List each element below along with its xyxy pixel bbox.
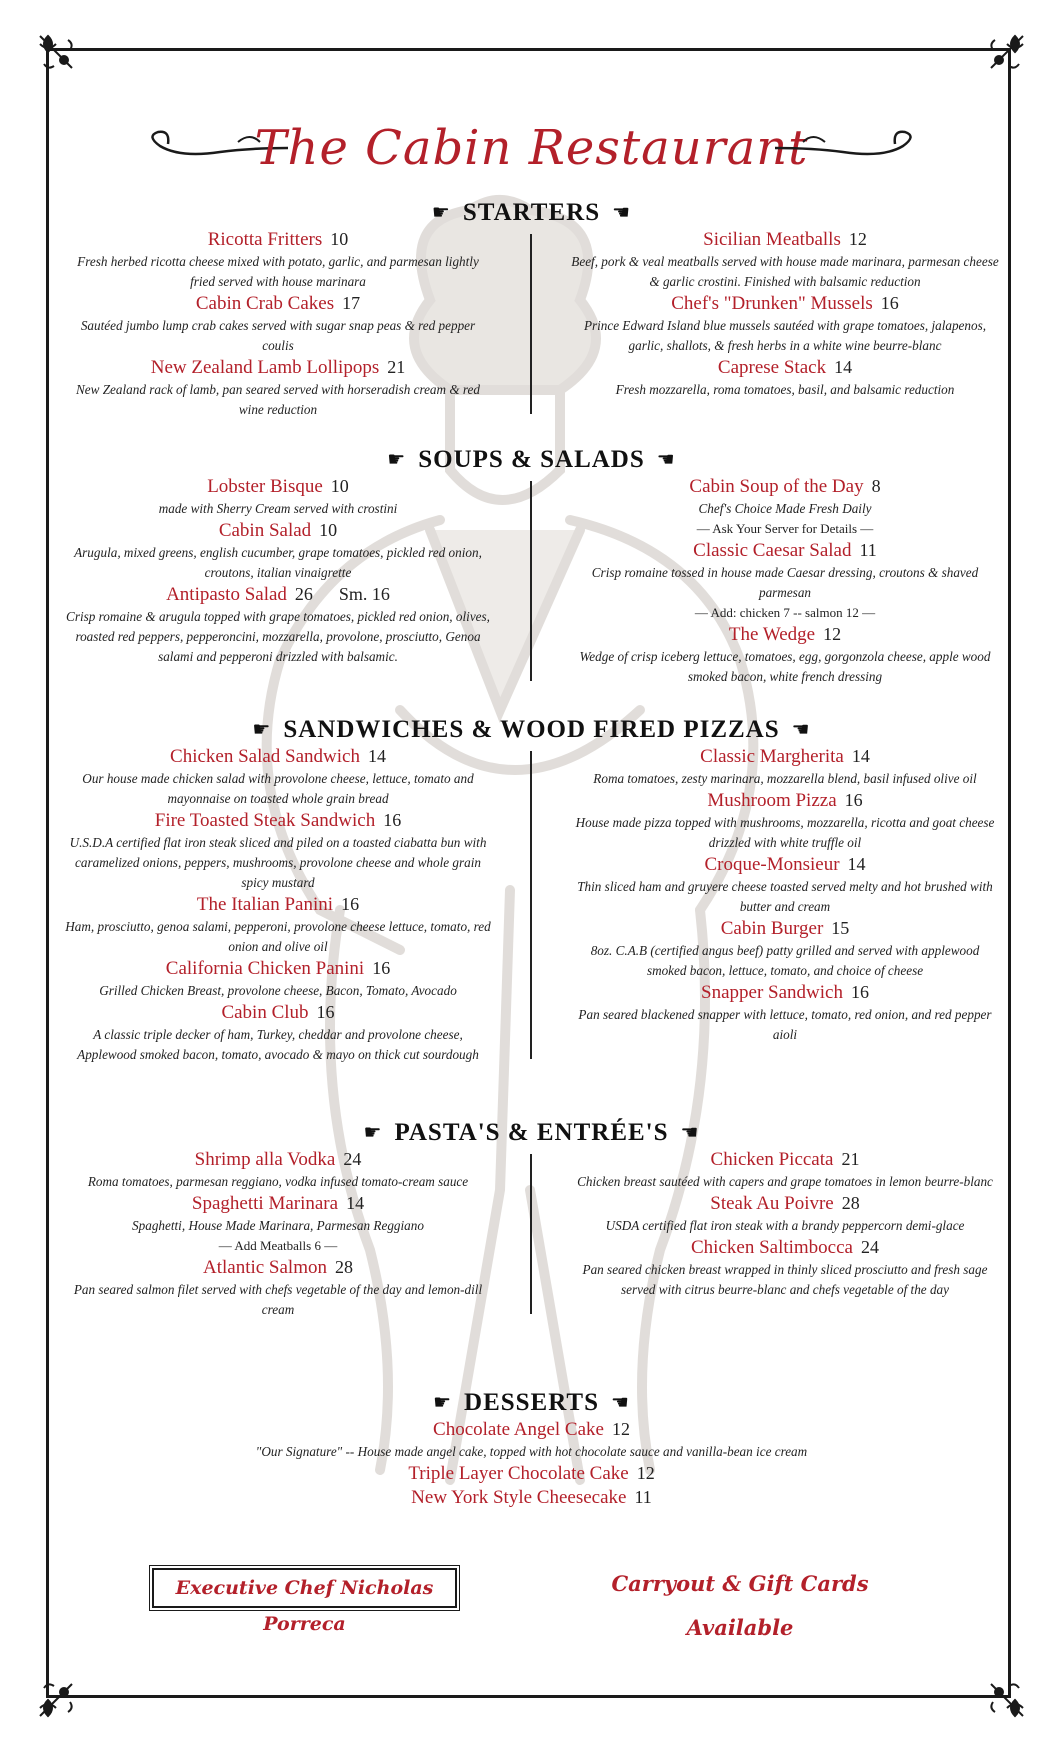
- menu-columns: [60, 475, 1003, 687]
- menu-columns: [60, 745, 1003, 1065]
- menu-item: [567, 1148, 1003, 1192]
- restaurant-title: The Cabin Restaurant: [254, 120, 809, 176]
- item-price: 26: [294, 584, 313, 604]
- menu-item: [60, 356, 496, 420]
- item-name: Ricotta Fritters: [207, 229, 323, 250]
- item-title-line: [60, 745, 496, 769]
- menu-column-left: [60, 1148, 496, 1320]
- menu-item: [567, 228, 1003, 292]
- item-description: House made pizza topped with mushrooms, mozzarella, ricotta and goat cheese drizzled with white truffle oil: [575, 815, 995, 850]
- section-heading: [60, 443, 1003, 475]
- column-divider: [530, 1154, 532, 1314]
- menu-item: [60, 1192, 496, 1256]
- item-title-line: [60, 1256, 496, 1280]
- corner-ornament-icon: [985, 1678, 1029, 1722]
- item-description: Crisp romaine & arugula topped with grape tomatoes, pickled red onion, olives, roasted red peppers, pepperoncini, mozzarella, provolone, prosciutto, Genoa salami and pepperoni drizzled with balsamic.: [66, 609, 490, 664]
- item-description: Ham, prosciutto, genoa salami, pepperoni, provolone cheese lettuce, tomato, red onion and olive oil: [65, 919, 491, 954]
- section-heading-text: PASTA'S & ENTRÉE'S: [394, 1119, 669, 1146]
- item-description: USDA certified flat iron steak with a brandy peppercorn demi-glace: [605, 1218, 965, 1233]
- menu-item: [60, 519, 496, 583]
- pointing-hand-left-icon: ☚: [791, 717, 811, 741]
- item-description: Sautéed jumbo lump crab cakes served with sugar snap peas & red pepper coulis: [80, 318, 476, 353]
- item-name: Cabin Soup of the Day: [689, 476, 864, 497]
- item-name: California Chicken Panini: [165, 958, 365, 979]
- item-title-line: [567, 917, 1003, 941]
- item-price: 16: [341, 894, 360, 914]
- item-description: Arugula, mixed greens, english cucumber, grape tomatoes, pickled red onion, croutons, italian vinaigrette: [74, 545, 482, 580]
- pointing-hand-right-icon: ☛: [363, 1120, 383, 1144]
- menu-item: [60, 745, 496, 809]
- item-description: Grilled Chicken Breast, provolone cheese, Bacon, Tomato, Avocado: [99, 983, 457, 998]
- menu-item: [567, 917, 1003, 981]
- item-note: — Add: chicken 7 -- salmon 12 —: [694, 605, 876, 620]
- item-description: made with Sherry Cream served with crostini: [158, 501, 398, 516]
- menu-columns: [60, 1148, 1003, 1320]
- item-price: 24: [860, 1237, 879, 1257]
- item-description: Wedge of crisp iceberg lettuce, tomatoes, egg, gorgonzola cheese, apple wood smoked bacon, white french dressing: [579, 649, 991, 684]
- section-soups-salads: [60, 443, 1003, 687]
- item-description: Chef's Choice Made Fresh Daily: [698, 501, 872, 516]
- item-description: A classic triple decker of ham, Turkey, cheddar and provolone cheese, Applewood smoked bacon, tomato, avocado & mayo on thick cut sourdough: [77, 1027, 479, 1062]
- menu-item: [60, 1148, 496, 1192]
- menu-item: [567, 539, 1003, 623]
- item-name: Chocolate Angel Cake: [433, 1419, 604, 1440]
- menu-columns: [60, 228, 1003, 420]
- menu-column-left: [60, 475, 496, 687]
- item-price: 10: [330, 229, 349, 249]
- item-title-line: [567, 356, 1003, 380]
- item-price: 21: [841, 1149, 860, 1169]
- item-title-line: [567, 1148, 1003, 1172]
- item-price: 14: [367, 746, 386, 766]
- item-price: 10: [319, 520, 338, 540]
- menu-item: [567, 789, 1003, 853]
- item-title-line: [567, 981, 1003, 1005]
- item-price: 14: [834, 357, 853, 377]
- corner-ornament-icon: [985, 30, 1029, 74]
- menu-item: [60, 475, 496, 519]
- item-name: New Zealand Lamb Lollipops: [150, 357, 380, 378]
- item-small-price: Sm. 16: [338, 584, 390, 604]
- section-heading: [60, 1116, 1003, 1148]
- item-price: 16: [880, 293, 899, 313]
- item-title-line: [60, 809, 496, 833]
- item-price: 14: [847, 854, 866, 874]
- menu-item: [567, 745, 1003, 789]
- item-price: 11: [634, 1487, 652, 1507]
- item-price: 12: [611, 1419, 630, 1439]
- pointing-hand-left-icon: ☚: [680, 1120, 700, 1144]
- item-name: Spaghetti Marinara: [191, 1193, 339, 1214]
- item-note: — Ask Your Server for Details —: [696, 521, 874, 536]
- item-title-line: [60, 1192, 496, 1216]
- item-price: 10: [330, 476, 349, 496]
- pointing-hand-right-icon: ☛: [433, 1390, 453, 1414]
- item-description: "Our Signature" -- House made angel cake, topped with hot chocolate sauce and vanilla-bean ice cream: [255, 1444, 808, 1459]
- item-name: Classic Margherita: [700, 746, 844, 767]
- menu-item: [60, 228, 496, 292]
- menu-item: [60, 292, 496, 356]
- item-note: — Add Meatballs 6 —: [218, 1238, 338, 1253]
- menu-item: [60, 1486, 1003, 1510]
- pointing-hand-right-icon: ☛: [431, 200, 451, 224]
- section-heading: ☛ DESSERTS ☚: [60, 1386, 1003, 1418]
- section-heading-text: SOUPS & SALADS: [418, 446, 645, 473]
- item-description: Pan seared salmon filet served with chefs vegetable of the day and lemon-dill cream: [73, 1282, 483, 1317]
- item-price: 16: [850, 982, 869, 1002]
- menu-item: [60, 1418, 1003, 1462]
- item-name: Antipasto Salad: [166, 584, 287, 605]
- item-description: Roma tomatoes, parmesan reggiano, vodka infused tomato-cream sauce: [87, 1174, 469, 1189]
- item-price: 16: [383, 810, 402, 830]
- item-title-line: [60, 475, 496, 499]
- item-price: 17: [342, 293, 361, 313]
- item-title-line: [60, 583, 496, 607]
- item-price: 15: [831, 918, 850, 938]
- item-description: Chicken breast sautéed with capers and grape tomatoes in lemon beurre-blanc: [577, 1174, 993, 1189]
- item-name: Cabin Club: [221, 1002, 309, 1023]
- menu-item: [60, 1462, 1003, 1486]
- item-title-line: [60, 1148, 496, 1172]
- pointing-hand-right-icon: ☛: [387, 447, 407, 471]
- item-title-line: [567, 475, 1003, 499]
- item-description: Crisp romaine tossed in house made Caesar dressing, croutons & shaved parmesan: [591, 565, 979, 600]
- item-title-line: [60, 228, 496, 252]
- item-description: Thin sliced ham and gruyere cheese toasted served melty and hot brushed with butter and cream: [577, 879, 993, 914]
- item-description: Prince Edward Island blue mussels sautéed with grape tomatoes, jalapenos, garlic, shallots, & fresh herbs in a white wine beurre-blanc: [583, 318, 987, 353]
- item-name: Caprese Stack: [717, 357, 827, 378]
- item-title-line: [567, 1236, 1003, 1260]
- item-name: New York Style Cheesecake: [411, 1487, 627, 1508]
- item-name: Sicilian Meatballs: [703, 229, 841, 250]
- item-price: 16: [316, 1002, 335, 1022]
- menu-item: [60, 1001, 496, 1065]
- column-divider: [530, 751, 532, 1059]
- item-title-line: [60, 292, 496, 316]
- menu-column-right: [567, 745, 1003, 1065]
- menu-item: [60, 809, 496, 893]
- item-title-line: [567, 623, 1003, 647]
- item-name: Cabin Crab Cakes: [195, 293, 335, 314]
- item-price: 28: [335, 1257, 353, 1277]
- item-name: Chicken Piccata: [710, 1149, 834, 1170]
- item-title-line: [567, 853, 1003, 877]
- item-description: U.S.D.A certified flat iron steak sliced and piled on a toasted ciabatta bun with caramelized onions, peppers, mushrooms, provolone cheese and whole grain spicy mustard: [69, 835, 487, 890]
- item-price: 14: [851, 746, 870, 766]
- item-description: Pan seared blackened snapper with lettuce, tomato, red onion, and red pepper aioli: [578, 1007, 992, 1042]
- item-title-line: [567, 789, 1003, 813]
- menu-item: [567, 623, 1003, 687]
- corner-ornament-icon: [34, 30, 78, 74]
- menu-item: [567, 1236, 1003, 1300]
- item-title-line: [567, 228, 1003, 252]
- item-price: 21: [387, 357, 406, 377]
- carryout-notice: Carryout & Gift Cards Available: [611, 1571, 869, 1640]
- item-name: The Wedge: [728, 624, 816, 645]
- item-name: Cabin Burger: [720, 918, 824, 939]
- pointing-hand-right-icon: ☛: [252, 717, 272, 741]
- pointing-hand-left-icon: ☚: [612, 200, 632, 224]
- menu-column-left: [60, 228, 496, 420]
- item-description: 8oz. C.A.B (certified angus beef) patty grilled and served with applewood smoked bacon, lettuce, tomato, and choice of cheese: [590, 943, 980, 978]
- item-description: Fresh herbed ricotta cheese mixed with potato, garlic, and parmesan lightly fried served with house marinara: [77, 254, 479, 289]
- menu-item: [567, 981, 1003, 1045]
- item-price: 14: [346, 1193, 365, 1213]
- item-title-line: [60, 1001, 496, 1025]
- menu-item: [60, 893, 496, 957]
- item-name: Lobster Bisque: [207, 476, 323, 497]
- item-price: 12: [823, 624, 842, 644]
- menu-item: [567, 1192, 1003, 1236]
- section-desserts: [60, 1386, 1003, 1510]
- section-heading: [60, 196, 1003, 228]
- restaurant-title-banner: [140, 108, 923, 188]
- item-price: 24: [343, 1149, 362, 1169]
- item-price: 16: [372, 958, 391, 978]
- item-price: 12: [848, 229, 867, 249]
- item-title-line: [60, 356, 496, 380]
- executive-chef-box: Executive Chef Nicholas Porreca: [152, 1568, 457, 1608]
- item-price: 11: [859, 540, 877, 560]
- menu-column-right: [567, 475, 1003, 687]
- item-name: Triple Layer Chocolate Cake: [408, 1463, 629, 1484]
- menu-item: [60, 957, 496, 1001]
- item-name: Croque-Monsieur: [704, 854, 840, 875]
- menu-item: [60, 1256, 496, 1320]
- menu-column-left: [60, 745, 496, 1065]
- item-name: Shrimp alla Vodka: [194, 1149, 336, 1170]
- section-pasta-entrees: [60, 1116, 1003, 1320]
- item-description: Spaghetti, House Made Marinara, Parmesan Reggiano: [132, 1218, 424, 1233]
- item-description: Roma tomatoes, zesty marinara, mozzarella blend, basil infused olive oil: [593, 771, 977, 786]
- menu-column-right: [567, 1148, 1003, 1320]
- item-title-line: [567, 539, 1003, 563]
- section-heading: [60, 713, 1003, 745]
- item-name: Chicken Saltimbocca: [691, 1237, 853, 1258]
- item-price: 28: [841, 1193, 860, 1213]
- item-description: Fresh mozzarella, roma tomatoes, basil, and balsamic reduction: [615, 382, 955, 397]
- column-divider: [530, 481, 532, 681]
- item-name: Atlantic Salmon: [202, 1257, 327, 1278]
- section-heading-text: STARTERS: [462, 199, 601, 226]
- item-title-line: [60, 893, 496, 917]
- item-title-line: [567, 292, 1003, 316]
- menu-item: [567, 356, 1003, 400]
- pointing-hand-left-icon: ☚: [656, 447, 676, 471]
- item-name: Cabin Salad: [218, 520, 312, 541]
- item-description: Our house made chicken salad with provolone cheese, lettuce, tomato and mayonnaise on toasted whole grain bread: [82, 771, 474, 806]
- item-name: Steak Au Poivre: [710, 1193, 834, 1214]
- item-price: 12: [636, 1463, 655, 1483]
- menu-item: [567, 292, 1003, 356]
- item-price: 16: [844, 790, 863, 810]
- item-name: Fire Toasted Steak Sandwich: [154, 810, 376, 831]
- item-description: Pan seared chicken breast wrapped in thinly sliced prosciutto and fresh sage served with citrus beurre-blanc and chefs vegetable of the day: [582, 1262, 988, 1297]
- pointing-hand-left-icon: ☚: [610, 1390, 630, 1414]
- menu-column-right: [567, 228, 1003, 420]
- menu-item: [567, 853, 1003, 917]
- menu-item: [567, 475, 1003, 539]
- menu-item: [60, 583, 496, 667]
- section-heading-text: SANDWICHES & WOOD FIRED PIZZAS: [283, 716, 780, 743]
- item-title-line: [60, 519, 496, 543]
- item-name: Snapper Sandwich: [701, 982, 843, 1003]
- item-name: The Italian Panini: [196, 894, 334, 915]
- item-description: New Zealand rack of lamb, pan seared served with horseradish cream & red wine reduction: [75, 382, 480, 417]
- section-starters: [60, 196, 1003, 420]
- item-title-line: [567, 1192, 1003, 1216]
- item-name: Chicken Salad Sandwich: [170, 746, 360, 767]
- swirl-ornament-icon: [773, 128, 923, 168]
- item-name: Mushroom Pizza: [707, 790, 837, 811]
- item-price: 8: [871, 476, 881, 496]
- item-name: Chef's "Drunken" Mussels: [671, 293, 873, 314]
- item-description: Beef, pork & veal meatballs served with house made marinara, parmesan cheese & garlic crostini. Finished with balsamic reduction: [571, 254, 999, 289]
- column-divider: [530, 234, 532, 414]
- section-sandwiches-pizzas: [60, 713, 1003, 1065]
- corner-ornament-icon: [34, 1678, 78, 1722]
- item-name: Classic Caesar Salad: [693, 540, 852, 561]
- item-title-line: [567, 745, 1003, 769]
- item-title-line: [60, 957, 496, 981]
